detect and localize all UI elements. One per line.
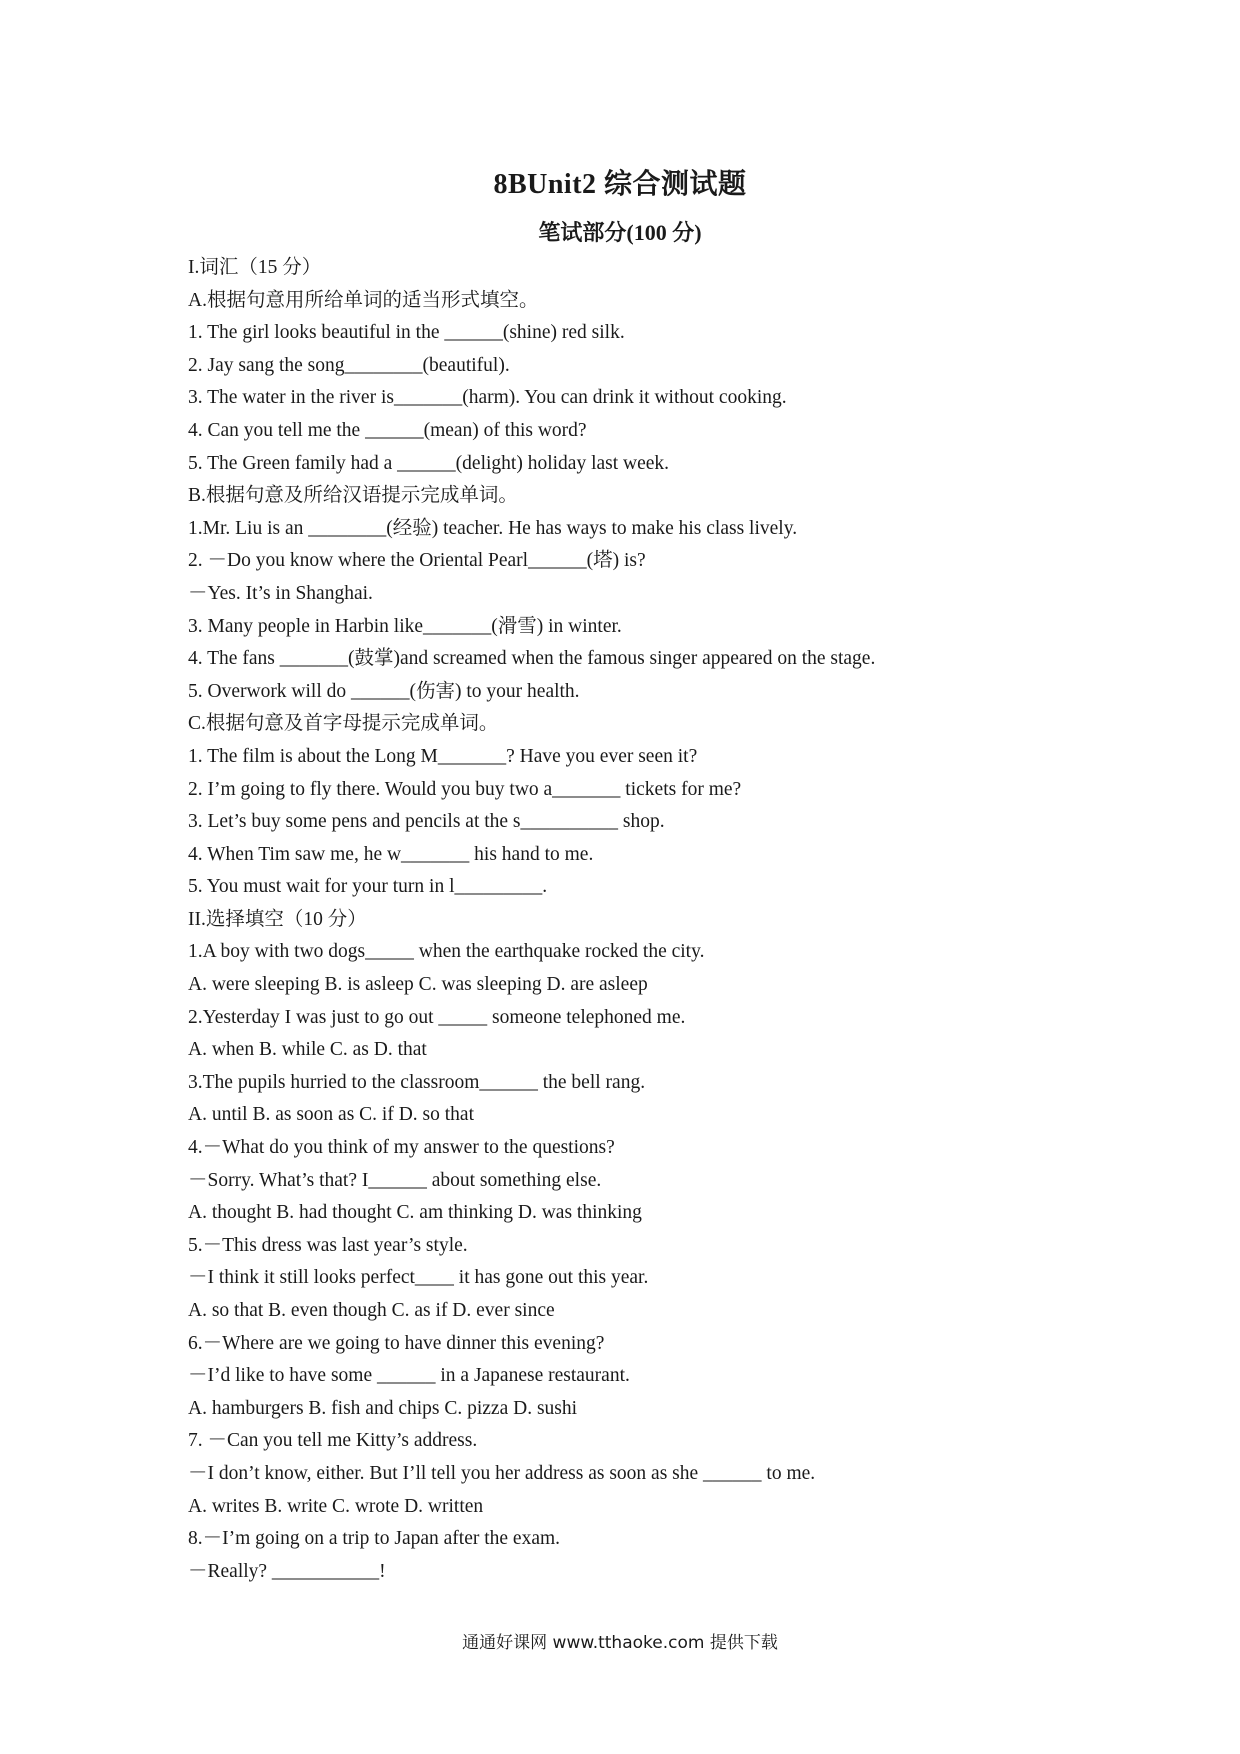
text-line: －I think it still looks perfect____ it has gone out this year.: [188, 1267, 649, 1289]
text-line: －I don’t know, either. But I’ll tell you her address as soon as she ______ to me.: [188, 1462, 816, 1484]
text-line: 4. When Tim saw me, he w_______ his hand to me.: [188, 843, 594, 865]
page-footer: 通通好课网 www.tthaoke.com 提供下载: [462, 1633, 778, 1653]
exercise-content: [188, 252, 1088, 1588]
text-line: 3. Many people in Harbin like_______(滑雪) in winter.: [188, 615, 622, 637]
text-line: 5. The Green family had a ______(delight) holiday last week.: [188, 452, 670, 474]
page-title: 8BUnit2 综合测试题: [493, 169, 747, 200]
text-line: －Yes. It’s in Shanghai.: [188, 582, 373, 604]
text-line: 4.－What do you think of my answer to the questions?: [188, 1137, 615, 1159]
page-subtitle: 笔试部分(100 分): [538, 220, 702, 245]
text-line: 4. The fans _______(鼓掌)and screamed when the famous singer appeared on the stage.: [188, 648, 876, 670]
text-line: 2. －Do you know where the Oriental Pearl______(塔) is?: [188, 550, 646, 572]
text-line: －Really? ___________!: [188, 1560, 386, 1582]
text-line: A. thought B. had thought C. am thinking D. was thinking: [188, 1202, 642, 1224]
text-line: 3. The water in the river is_______(harm). You can drink it without cooking.: [188, 387, 787, 409]
text-line: 8.－I’m going on a trip to Japan after the exam.: [188, 1528, 561, 1550]
text-line: A. writes B. write C. wrote D. written: [188, 1495, 484, 1517]
text-line: 5.－This dress was last year’s style.: [188, 1234, 468, 1256]
text-line: I.词汇（15 分）: [188, 257, 322, 278]
text-line: A.根据句意用所给单词的适当形式填空。: [188, 289, 539, 311]
text-line: 1. The girl looks beautiful in the ______(shine) red silk.: [188, 322, 625, 344]
text-line: 2. I’m going to fly there. Would you buy two a_______ tickets for me?: [188, 778, 742, 800]
text-line: 3.The pupils hurried to the classroom______ the bell rang.: [188, 1071, 646, 1093]
text-line: A. so that B. even though C. as if D. ever since: [188, 1300, 555, 1321]
text-line: II.选择填空（10 分）: [188, 908, 367, 930]
text-line: A. until B. as soon as C. if D. so that: [188, 1104, 474, 1126]
text-line: －I’d like to have some ______ in a Japanese restaurant.: [188, 1365, 630, 1387]
text-line: －Sorry. What’s that? I______ about something else.: [188, 1169, 602, 1191]
text-line: 5. Overwork will do ______(伤害) to your health.: [188, 680, 580, 702]
text-line: C.根据句意及首字母提示完成单词。: [188, 713, 499, 735]
text-line: 1.A boy with two dogs_____ when the earthquake rocked the city.: [188, 941, 705, 963]
text-line: 5. You must wait for your turn in l_________.: [188, 876, 548, 898]
text-line: 1.Mr. Liu is an ________(经验) teacher. He has ways to make his class lively.: [188, 517, 798, 539]
text-line: 2. Jay sang the song________(beautiful).: [188, 354, 510, 376]
text-line: B.根据句意及所给汉语提示完成单词。: [188, 485, 518, 507]
text-line: A. were sleeping B. is asleep C. was sleeping D. are asleep: [188, 974, 648, 996]
text-line: 3. Let’s buy some pens and pencils at the s__________ shop.: [188, 811, 665, 833]
text-line: 6.－Where are we going to have dinner this evening?: [188, 1332, 605, 1354]
text-line: 4. Can you tell me the ______(mean) of this word?: [188, 419, 587, 441]
text-line: A. hamburgers B. fish and chips C. pizza D. sushi: [188, 1397, 578, 1419]
text-line: A. when B. while C. as D. that: [188, 1039, 427, 1061]
text-line: 7. －Can you tell me Kitty’s address.: [188, 1430, 478, 1452]
text-line: 2.Yesterday I was just to go out _____ someone telephoned me.: [188, 1006, 686, 1028]
text-line: 1. The film is about the Long M_______? Have you ever seen it?: [188, 745, 698, 767]
